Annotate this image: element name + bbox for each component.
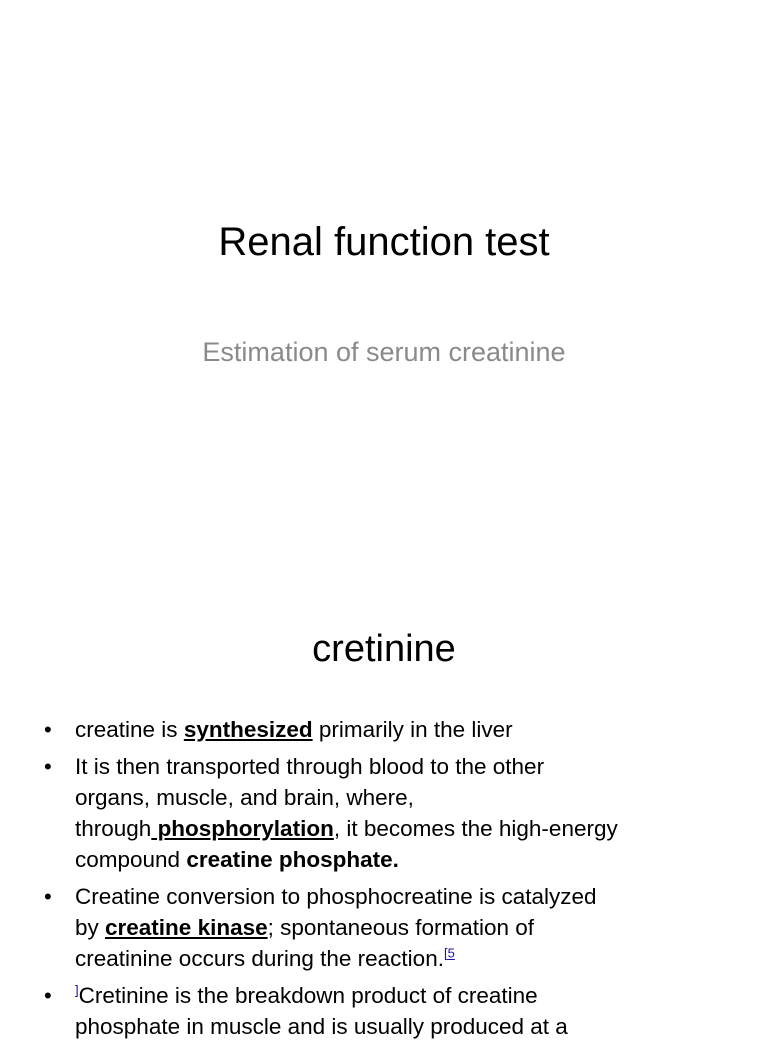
reference-link[interactable]: ]	[75, 982, 79, 998]
bullet-icon: •	[44, 983, 52, 1008]
bullet-item-transport	[0, 751, 768, 875]
keyword-link-phosphorylation[interactable]: phosphorylation	[151, 816, 334, 841]
slide-title: Renal function test	[218, 220, 550, 264]
bullet-text: Creatine conversion to phosphocreatine is catalyzed	[75, 884, 597, 909]
bullet-text: through	[75, 816, 152, 841]
keyword-link-creatine-kinase[interactable]: creatine kinase	[105, 915, 268, 940]
bullet-text: primarily in the liver	[312, 717, 513, 742]
bullet-text: compound	[75, 847, 187, 872]
bullet-text: ; spontaneous formation of	[267, 915, 535, 940]
bullet-text: , it becomes the high-energy	[333, 816, 618, 841]
bullet-item-breakdown	[0, 980, 768, 1042]
bullet-text: Cretinine is the breakdown product of creatine	[78, 983, 538, 1008]
content-slide	[0, 576, 768, 1039]
bullet-text: organs, muscle, and brain, where,	[75, 785, 414, 810]
bullet-text: phosphate in muscle and is usually produced at a	[75, 1014, 568, 1039]
bullet-item-synthesis	[0, 714, 768, 745]
bold-term-creatine-phosphate: creatine phosphate.	[186, 847, 399, 872]
bullet-icon: •	[44, 754, 52, 779]
bullet-list	[0, 714, 768, 1048]
content-slide-title: cretinine	[312, 628, 456, 670]
bullet-text: creatine is	[75, 717, 184, 742]
bullet-text: by	[75, 915, 106, 940]
bullet-text: creatinine occurs during the reaction.	[75, 946, 444, 971]
slide-subtitle: Estimation of serum creatinine	[202, 337, 566, 367]
keyword-link-synthesized[interactable]: synthesized	[183, 717, 313, 742]
reference-link[interactable]: [5	[443, 945, 455, 961]
bullet-icon: •	[44, 884, 52, 909]
bullet-icon: •	[44, 717, 52, 742]
bullet-item-conversion	[0, 881, 768, 974]
bullet-text: It is then transported through blood to the other	[75, 754, 545, 779]
